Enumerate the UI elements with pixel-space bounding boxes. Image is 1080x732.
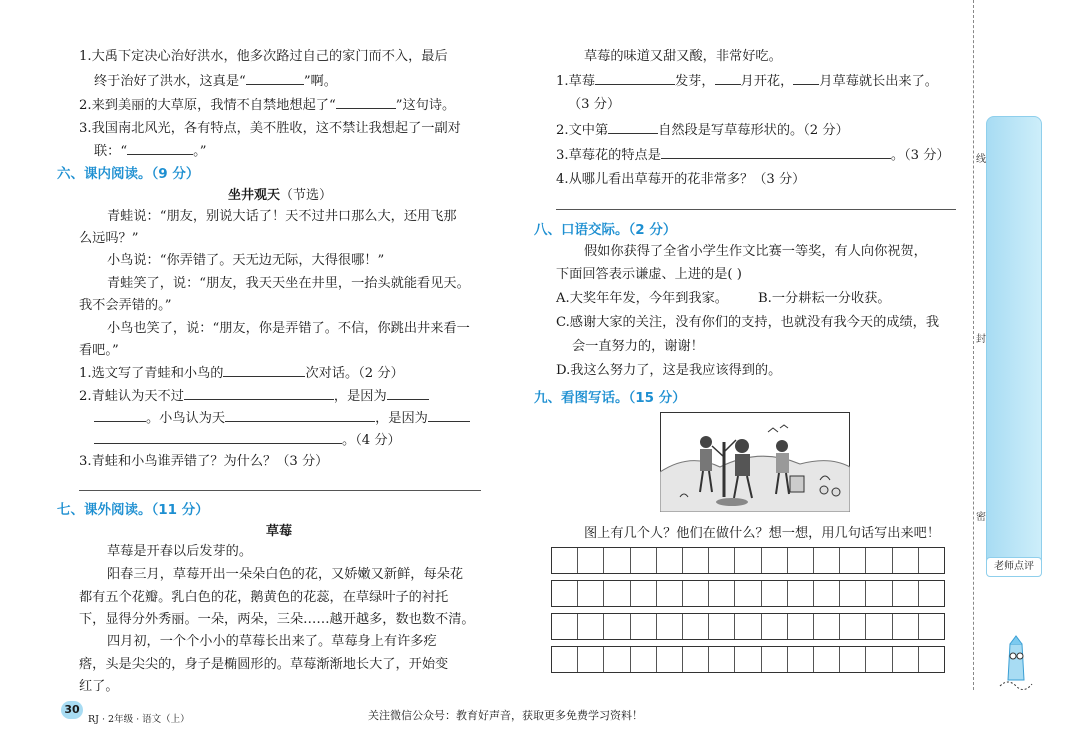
grid-row[interactable] bbox=[551, 646, 945, 673]
passage-6-line: 我不会弄错的。” bbox=[79, 298, 172, 313]
q8-option-c[interactable]: C.感谢大家的关注，没有你们的支持，也就没有我今天的成绩，我 bbox=[556, 315, 940, 330]
page-number: 30 bbox=[61, 701, 83, 719]
q8-stem: 假如你获得了全省小学生作文比赛一等奖，有人向你祝贺， bbox=[584, 244, 927, 259]
q6-2c: 。（4 分） bbox=[94, 431, 401, 450]
q5-line2: 终于治好了洪水，这真是“ ”啊。 bbox=[94, 74, 337, 89]
q5-line5: 联：“ 。” bbox=[94, 144, 207, 159]
passage-6-title: 坐井观天（节选） bbox=[228, 188, 333, 203]
q8-option-d[interactable]: D.我这么努力了，这是我应该得到的。 bbox=[556, 363, 782, 378]
q6-3: 3.青蛙和小鸟谁弄错了？为什么？（3 分） bbox=[79, 454, 329, 469]
answer-blank[interactable] bbox=[608, 121, 658, 134]
answer-blank[interactable] bbox=[94, 431, 342, 444]
section-7-title: 七、课外阅读。（11 分） bbox=[57, 502, 209, 518]
answer-blank[interactable] bbox=[225, 409, 375, 422]
answer-blank[interactable] bbox=[793, 72, 819, 85]
q6-1: 1.选文写了青蛙和小鸟的 次对话。（2 分） bbox=[79, 366, 404, 381]
picture-illustration bbox=[660, 412, 850, 512]
teacher-comment-label: 老师点评 bbox=[986, 557, 1042, 577]
passage-7-line: 都有五个花瓣。乳白色的花，鹅黄色的花蕊，在草绿叶子的衬托 bbox=[79, 590, 449, 605]
q5-line3: 2.来到美丽的大草原，我情不自禁地想起了“ ”这句诗。 bbox=[79, 98, 456, 113]
answer-blank[interactable] bbox=[246, 72, 304, 85]
q6-2b: 。小鸟认为天 ，是因为 bbox=[94, 409, 470, 428]
cut-line bbox=[973, 0, 974, 690]
q9-prompt: 图上有几个人？他们在做什么？想一想，用几句话写出来吧！ bbox=[584, 526, 941, 541]
q8-option-c2: 会一直努力的，谢谢！ bbox=[572, 339, 704, 354]
writing-grid[interactable] bbox=[551, 547, 945, 679]
seal-tag-seal: 封 bbox=[976, 334, 986, 345]
section-6-title: 六、课内阅读。（9 分） bbox=[57, 166, 200, 182]
teacher-comment-panel bbox=[986, 116, 1042, 576]
answer-blank[interactable] bbox=[595, 72, 675, 85]
answer-blank[interactable] bbox=[715, 72, 741, 85]
answer-line[interactable] bbox=[556, 209, 956, 210]
passage-7-line: 红了。 bbox=[79, 679, 119, 694]
q7-2: 2.文中第 自然段是写草莓形状的。（2 分） bbox=[556, 123, 849, 138]
passage-6-line: 小鸟说：“你弄错了。天无边无际，大得很哪！” bbox=[107, 253, 385, 268]
passage-6-line: 小鸟也笑了，说：“朋友，你是弄错了。不信，你跳出井来看一 bbox=[107, 321, 470, 336]
grid-row[interactable] bbox=[551, 613, 945, 640]
seal-tag-line: 线 bbox=[976, 154, 986, 165]
answer-blank[interactable] bbox=[428, 409, 470, 422]
q7-4: 4.从哪儿看出草莓开的花非常多？（3 分） bbox=[556, 172, 806, 187]
section-9-title: 九、看图写话。（15 分） bbox=[534, 390, 686, 406]
mascot-icon bbox=[996, 634, 1036, 694]
seal-tag-secret: 密 bbox=[976, 512, 986, 523]
grid-row[interactable] bbox=[551, 580, 945, 607]
book-info: RJ · 2年级 · 语文（上） bbox=[88, 714, 190, 725]
answer-blank[interactable] bbox=[387, 387, 429, 400]
answer-line[interactable] bbox=[79, 490, 481, 491]
q8-stem2: 下面回答表示谦虚、上进的是( ) bbox=[556, 267, 742, 282]
grid-row[interactable] bbox=[551, 547, 945, 574]
footer-notice: 关注微信公众号：教育好声音，获取更多免费学习资料！ bbox=[368, 709, 643, 722]
answer-blank[interactable] bbox=[223, 364, 305, 377]
section-8-title: 八、口语交际。（2 分） bbox=[534, 222, 677, 238]
q7-1-score: （3 分） bbox=[568, 97, 621, 112]
answer-blank[interactable] bbox=[184, 387, 334, 400]
q5-line1: 1.大禹下定决心治好洪水，他多次路过自己的家门而不入，最后 bbox=[79, 49, 448, 64]
answer-blank[interactable] bbox=[94, 409, 146, 422]
q6-2: 2.青蛙认为天不过 ，是因为 bbox=[79, 387, 429, 406]
passage-6-line: 看吧。” bbox=[79, 343, 119, 358]
q7-3: 3.草莓花的特点是 。（3 分） bbox=[556, 148, 950, 163]
q5-line4: 3.我国南北风光，各有特点，美不胜收，这不禁让我想起了一副对 bbox=[79, 121, 461, 136]
passage-6-line: 么远吗？” bbox=[79, 231, 139, 246]
passage-7-end: 草莓的味道又甜又酸，非常好吃。 bbox=[584, 49, 782, 64]
answer-blank[interactable] bbox=[127, 142, 193, 155]
answer-blank[interactable] bbox=[661, 146, 891, 159]
passage-7-line: 下，显得分外秀丽。一朵，两朵，三朵……越开越多，数也数不清。 bbox=[79, 612, 475, 627]
q7-1: 1.草莓 发芽， 月开花， 月草莓就长出来了。 bbox=[556, 74, 938, 89]
passage-7-line: 阳春三月，草莓开出一朵朵白色的花，又娇嫩又新鲜，每朵花 bbox=[107, 567, 464, 582]
passage-7-line: 草莓是开春以后发芽的。 bbox=[107, 544, 253, 559]
q8-option-a[interactable]: A.大奖年年发，今年到我家。 B.一分耕耘一分收获。 bbox=[556, 291, 891, 306]
passage-7-line: 四月初，一个个小小的草莓长出来了。草莓身上有许多疙 bbox=[107, 634, 437, 649]
passage-7-line: 瘩，头是尖尖的，身子是椭圆形的。草莓渐渐地长大了，开始变 bbox=[79, 657, 449, 672]
answer-blank[interactable] bbox=[336, 96, 396, 109]
passage-7-title: 草莓 bbox=[266, 524, 293, 539]
passage-6-line: 青蛙笑了，说：“朋友，我天天坐在井里，一抬头就能看见天。 bbox=[107, 276, 470, 291]
passage-6-line: 青蛙说：“朋友，别说大话了！天不过井口那么大，还用飞那 bbox=[107, 209, 457, 224]
